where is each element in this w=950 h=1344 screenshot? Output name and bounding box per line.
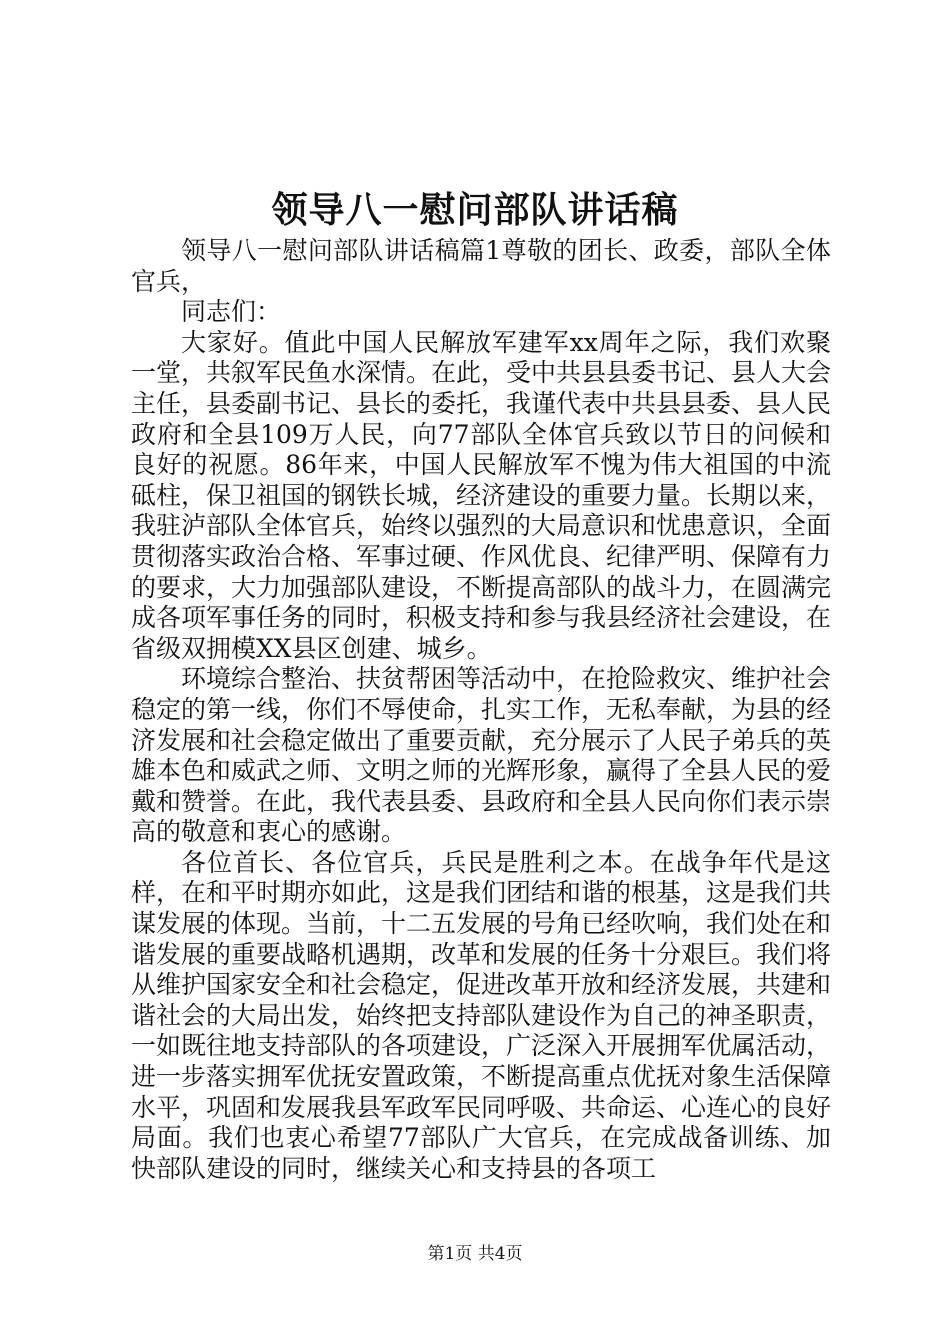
- document-title: 领导八一慰问部队讲话稿: [271, 189, 679, 231]
- paragraph-greeting: 同志们：: [181, 297, 282, 327]
- paragraph-salutation: 领导八一慰问部队讲话稿篇1尊敬的团长、政委，部队全体官兵，: [131, 236, 831, 296]
- paragraph-opening: 大家好。值此中国人民解放军建军xx周年之际，我们欢聚一堂，共叙军民鱼水深情。在此，受中共县县委书记、县人大会主任，县委副书记、县长的委托，我谨代表中共县县委、县人民政府和全县109万人民，向77部队全体官兵致以节日的问候和良好的祝愿。86年来，中国人民解放军不愧为伟大祖国的中流砥柱，保卫祖国的钢铁长城，经济建设的重要力量。长期以来，我驻泸部队全体官兵，始终以强烈的大局意识和忧患意识，全面贯彻落实政治合格、军事过硬、作风优良、纪律严明、保障有力的要求，大力加强部队建设，不断提高部队的战斗力，在圆满完成各项军事任务的同时，积极支持和参与我县经济社会建设，在省级双拥模XX县区创建、城乡。: [131, 327, 832, 663]
- paragraph-contribution: 环境综合整治、扶贫帮困等活动中，在抢险救灾、维护社会稳定的第一线，你们不辱使命，扎实工作，无私奉献，为县的经济发展和社会稳定做出了重要贡献，充分展示了人民子弟兵的英雄本色和威武之师、文明之师的光辉形象，赢得了全县人民的爱戴和赞誉。在此，我代表县委、县政府和全县人民向你们表示崇高的敬意和衷心的感谢。: [131, 664, 832, 847]
- page-footer: 第1页 共4页: [427, 1244, 523, 1264]
- paragraph-commitment: 各位首长、各位官兵，兵民是胜利之本。在战争年代是这样，在和平时期亦如此，这是我们团结和谐的根基，这是我们共谋发展的体现。当前，十二五发展的号角已经吹响，我们处在和谐发展的重要战略机遇期，改革和发展的任务十分艰巨。我们将从维护国家安全和社会稳定，促进改革开放和经济发展，共建和谐社会的大局出发，始终把支持部队建设作为自己的神圣职责，一如既往地支持部队的各项建设，广泛深入开展拥军优属活动，进一步落实拥军优抚安置政策，不断提高重点优抚对象生活保障水平，巩固和发展我县军政军民同呼吸、共命运、心连心的良好局面。我们也衷心希望77部队广大官兵，在完成战备训练、加快部队建设的同时，继续关心和支持县的各项工: [131, 847, 832, 1183]
- document-body: [131, 236, 831, 1184]
